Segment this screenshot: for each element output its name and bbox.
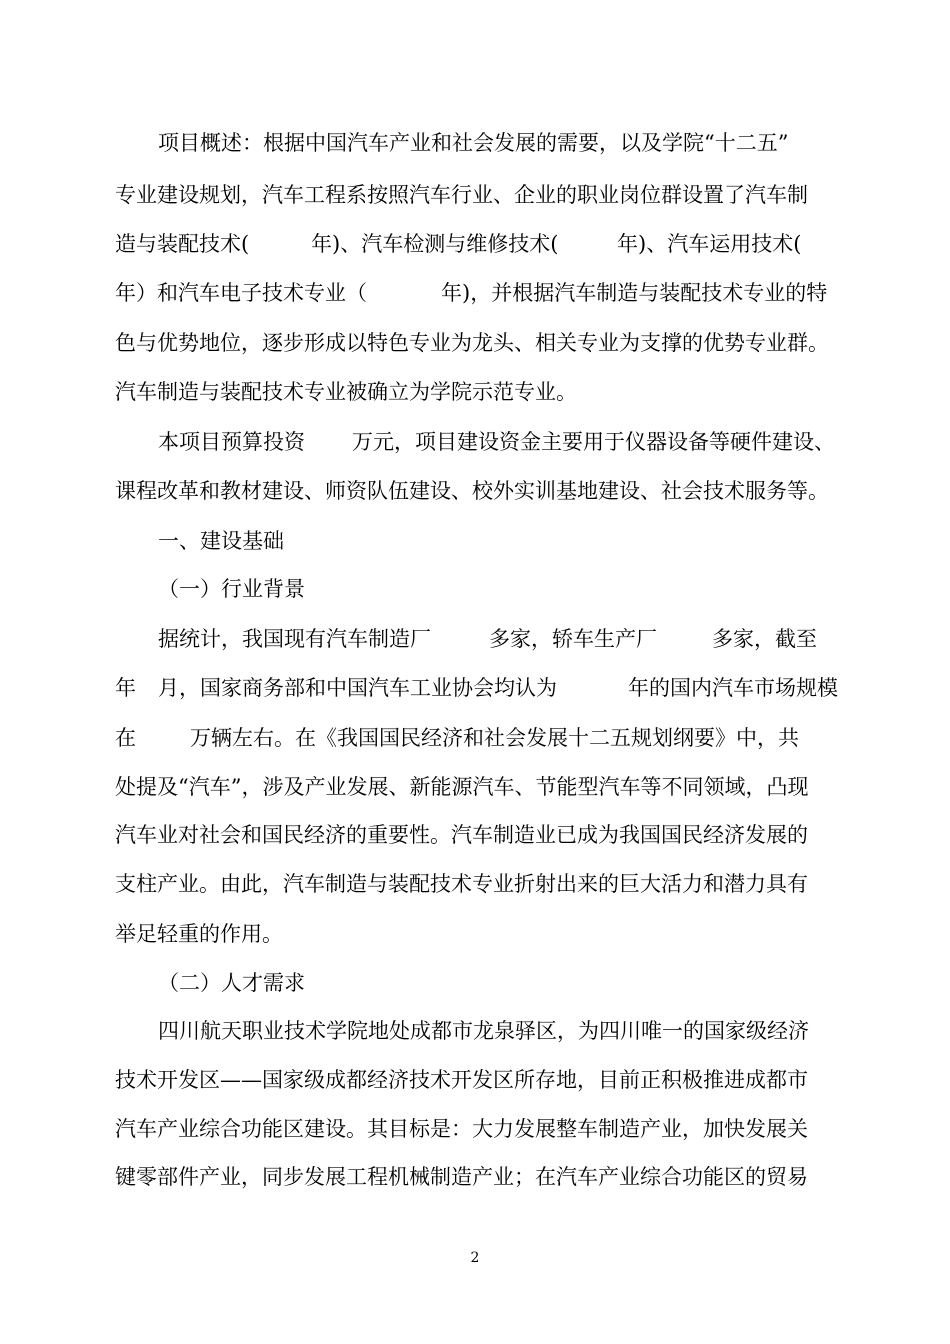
line-text: 专业建设规划，汽车工程系按照汽车行业、企业的职业岗位群设置了汽车制 xyxy=(115,183,808,207)
line-text: 举足轻重的作用。 xyxy=(115,922,283,946)
subsection-heading xyxy=(0,574,950,604)
line-text: 项目概述：根据中国汽车产业和社会发展的需要，以及学院“十二五” xyxy=(158,131,789,155)
line-text: 汽车业对社会和国民经济的重要性。汽车制造业已成为我国国民经济发展的 xyxy=(115,823,808,847)
text-line xyxy=(0,278,950,308)
line-text: 多家，轿车生产厂 xyxy=(489,627,657,651)
page-number: 2 xyxy=(470,1250,480,1266)
heading-text: （二）人才需求 xyxy=(158,971,305,995)
text-line xyxy=(0,1162,950,1192)
text-line xyxy=(0,820,950,850)
text-line xyxy=(0,723,950,753)
line-text: 万辆左右。在《我国国民经济和社会发展十二五规划纲要》中，共 xyxy=(190,726,799,750)
line-text: 据统计，我国现有汽车制造厂 xyxy=(158,627,431,651)
text-line xyxy=(0,673,950,703)
line-text: 年)、汽车运用技术( xyxy=(617,232,802,256)
line-text: 四川航天职业技术学院地处成都市龙泉驿区，为四川唯一的国家级经济 xyxy=(158,1019,809,1043)
text-line xyxy=(0,180,950,210)
text-line xyxy=(0,128,950,158)
heading-text: （一）行业背景 xyxy=(158,577,305,601)
text-line xyxy=(0,1065,950,1095)
text-line xyxy=(0,869,950,899)
section-heading xyxy=(0,526,950,556)
text-line xyxy=(0,772,950,802)
heading-text: 一、建设基础 xyxy=(158,529,284,553)
line-text: 支柱产业。由此，汽车制造与装配技术专业折射出来的巨大活力和潜力具有 xyxy=(115,872,808,896)
line-text: 在 xyxy=(115,726,136,750)
line-text: 多家，截至 xyxy=(712,627,817,651)
line-text: 处提及“汽车”，涉及产业发展、新能源汽车、节能型汽车等不同领域，凸现 xyxy=(115,775,809,799)
line-text: 造与装配技术( xyxy=(115,232,250,256)
line-text: 年 xyxy=(115,676,136,700)
text-line xyxy=(0,1016,950,1046)
line-text: 月，国家商务部和中国汽车工业协会均认为 xyxy=(158,676,557,700)
text-line xyxy=(0,377,950,407)
text-line xyxy=(0,229,950,259)
line-text: 技术开发区——国家级成都经济技术开发区所存地，目前正积极推进成都市 xyxy=(115,1068,808,1092)
line-text: 汽车制造与装配技术专业被确立为学院示范专业。 xyxy=(115,380,577,404)
line-text: 本项目预算投资 xyxy=(158,430,305,454)
line-text: 键零部件产业，同步发展工程机械制造产业；在汽车产业综合功能区的贸易 xyxy=(115,1165,808,1189)
line-text: 年）和汽车电子技术专业（ xyxy=(115,281,367,305)
line-text: 年的国内汽车市场规模 xyxy=(628,676,838,700)
text-line xyxy=(0,919,950,949)
text-line xyxy=(0,624,950,654)
line-text: 万元，项目建设资金主要用于仪器设备等硬件建设、 xyxy=(352,430,835,454)
text-line xyxy=(0,328,950,358)
text-line xyxy=(0,427,950,457)
line-text: 课程改革和教材建设、师资队伍建设、校外实训基地建设、社会技术服务等。 xyxy=(115,479,829,503)
text-line xyxy=(0,1114,950,1144)
text-line xyxy=(0,476,950,506)
subsection-heading xyxy=(0,968,950,998)
line-text: 年)，并根据汽车制造与装配技术专业的特 xyxy=(441,281,828,305)
line-text: 年)、汽车检测与维修技术( xyxy=(311,232,559,256)
line-text: 色与优势地位，逐步形成以特色专业为龙头、相关专业为支撑的优势专业群。 xyxy=(115,331,829,355)
line-text: 汽车产业综合功能区建设。其目标是：大力发展整车制造产业，加快发展关 xyxy=(115,1117,808,1141)
